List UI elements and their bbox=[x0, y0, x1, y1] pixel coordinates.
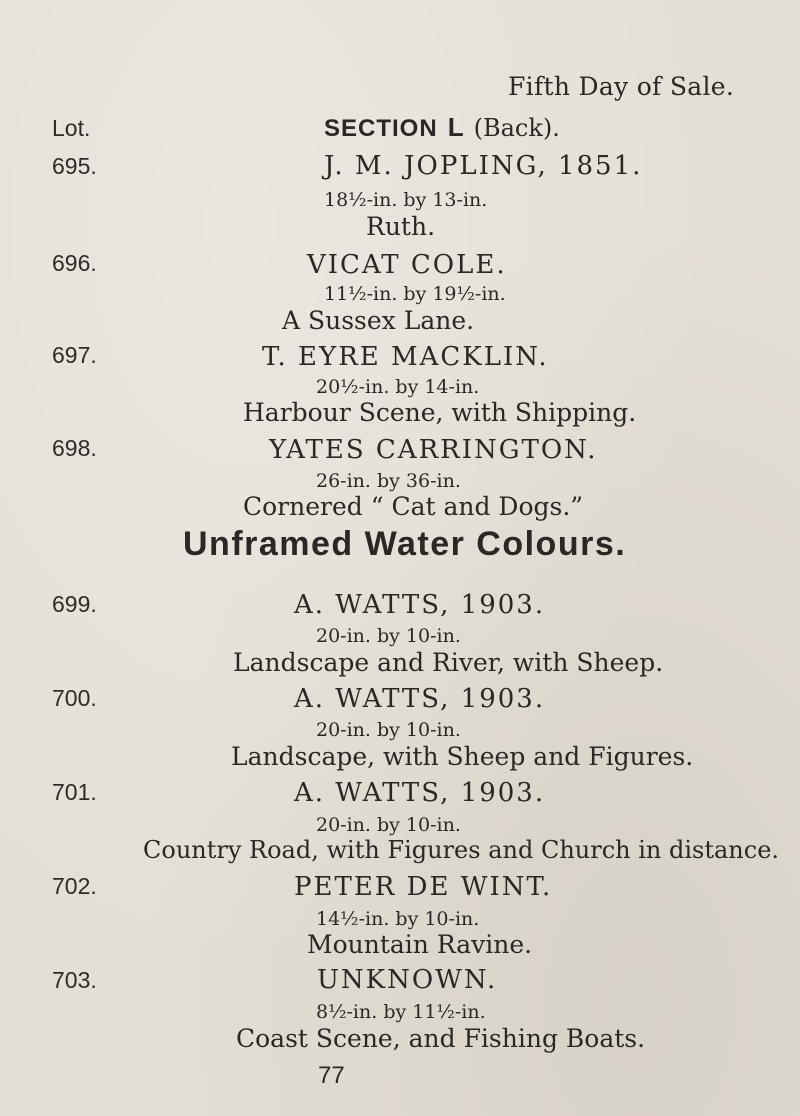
dimensions: 14½-in. by 10-in. bbox=[316, 908, 480, 930]
lot-number: 696. bbox=[52, 250, 97, 276]
artwork-title: Cornered “ Cat and Dogs.” bbox=[243, 492, 584, 521]
lot-column-label: Lot. bbox=[52, 115, 91, 141]
dimensions: 8½-in. by 11½-in. bbox=[316, 1001, 486, 1023]
artwork-title: Harbour Scene, with Shipping. bbox=[243, 398, 637, 427]
lot-number: 699. bbox=[52, 591, 97, 617]
lot-number: 701. bbox=[52, 779, 97, 805]
artwork-title: Coast Scene, and Fishing Boats. bbox=[236, 1024, 646, 1053]
lot-number: 698. bbox=[52, 435, 97, 461]
artist-name: PETER DE WINT. bbox=[294, 872, 553, 902]
lot-number: 695. bbox=[52, 153, 97, 179]
dimensions: 20-in. by 10-in. bbox=[316, 814, 461, 836]
lot-number: 700. bbox=[52, 685, 97, 711]
page-number: 77 bbox=[318, 1062, 345, 1089]
dimensions: 18½-in. by 13-in. bbox=[324, 189, 488, 211]
lot-number: 702. bbox=[52, 873, 97, 899]
section-sub: (Back). bbox=[473, 114, 560, 142]
dimensions: 26-in. by 36-in. bbox=[316, 470, 461, 492]
artist-name: T. EYRE MACKLIN. bbox=[262, 342, 549, 372]
artwork-title: Country Road, with Figures and Church in distance. bbox=[143, 836, 780, 864]
artwork-title: Ruth. bbox=[366, 212, 436, 241]
artwork-title: Landscape and River, with Sheep. bbox=[233, 648, 664, 677]
section-heading bbox=[324, 112, 560, 143]
section-word: SECTION bbox=[324, 115, 438, 142]
artist-name: A. WATTS, 1903. bbox=[294, 590, 546, 620]
artist-name: YATES CARRINGTON. bbox=[269, 435, 598, 465]
artist-name: UNKNOWN. bbox=[317, 965, 498, 995]
artwork-title: Landscape, with Sheep and Figures. bbox=[231, 742, 694, 771]
dimensions: 20-in. by 10-in. bbox=[316, 719, 461, 741]
artist-name: A. WATTS, 1903. bbox=[294, 684, 546, 714]
artwork-title: A Sussex Lane. bbox=[282, 306, 475, 335]
dimensions: 20-in. by 10-in. bbox=[316, 625, 461, 647]
section-title: Unframed Water Colours. bbox=[183, 525, 627, 563]
lot-number: 697. bbox=[52, 342, 97, 368]
dimensions: 11½-in. by 19½-in. bbox=[324, 283, 506, 305]
lot-number: 703. bbox=[52, 967, 97, 993]
artist-name: J. M. JOPLING, 1851. bbox=[324, 151, 643, 181]
section-letter: L bbox=[447, 112, 464, 142]
dimensions: 20½-in. by 14-in. bbox=[316, 376, 480, 398]
running-head: Fifth Day of Sale. bbox=[508, 72, 735, 101]
artist-name: VICAT COLE. bbox=[307, 250, 507, 280]
artwork-title: Mountain Ravine. bbox=[307, 930, 533, 959]
artist-name: A. WATTS, 1903. bbox=[294, 778, 546, 808]
